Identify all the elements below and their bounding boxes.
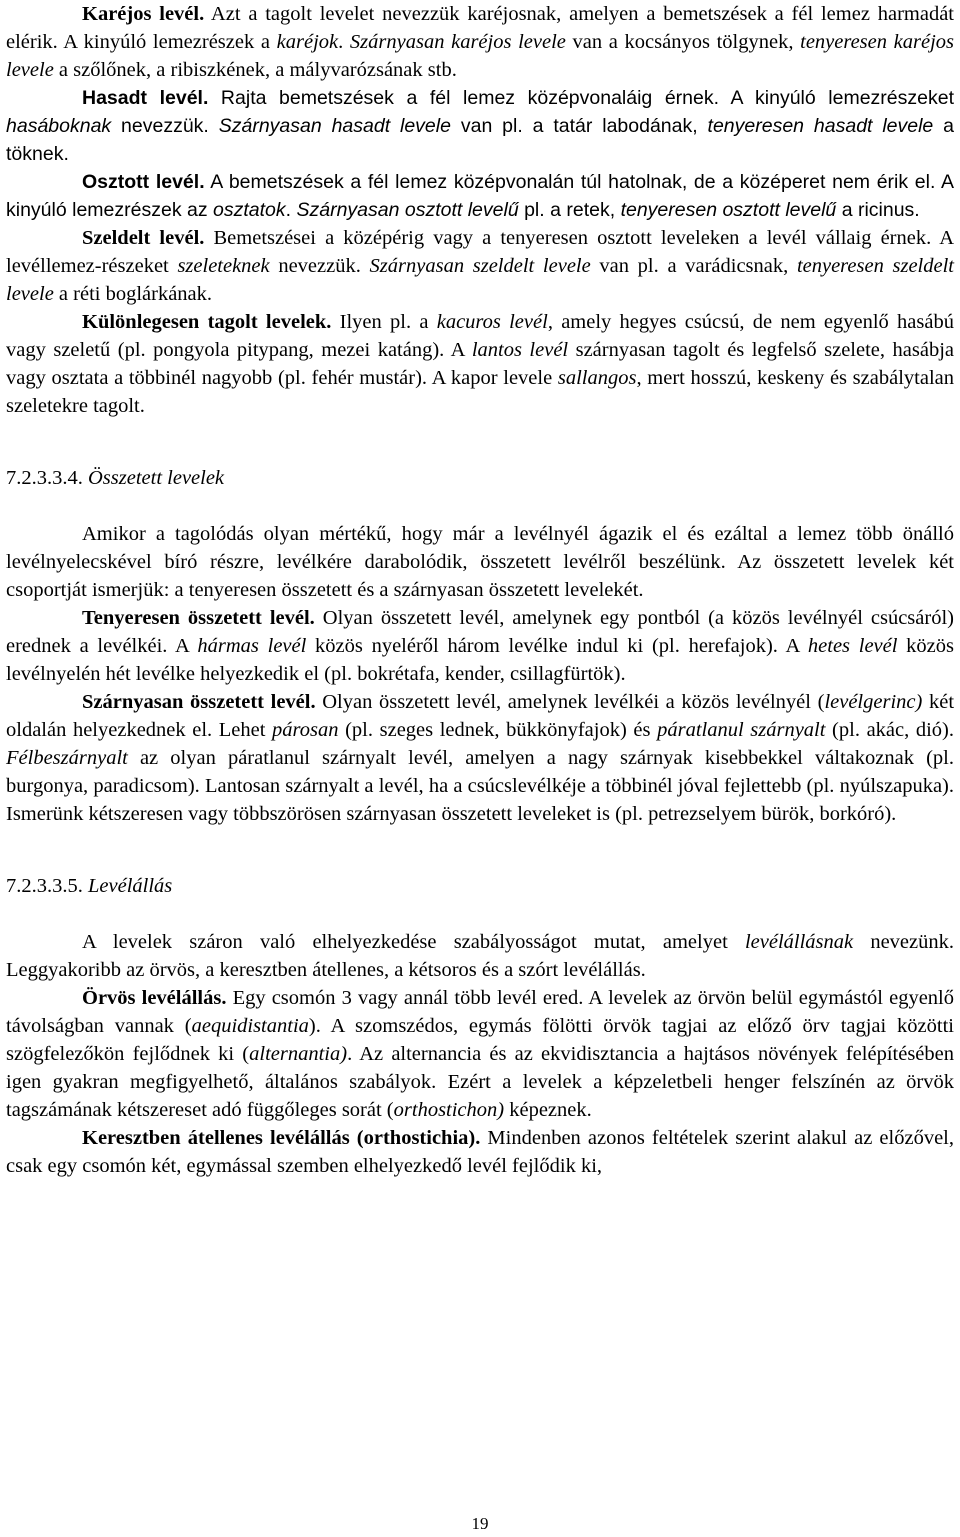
italic-term: hármas levél [197,635,307,657]
italic-term: orthostichon) [393,1099,505,1121]
text-run: Amikor a tagolódás olyan mértékű, hogy már a levélnyél ágazik el és ezáltal a lemez több önálló levélnyelecskével bíró részre, levélkére darabolódik, összetett levélről beszélünk. Az összetett levelek két csoportját ismerjük: a tenyeresen összetett és a szárnyasan összetett levelekét. [6,523,954,601]
text-run: ). A szomszédos, egymás fölötti örvök tagjai az előző örv tagjai közötti szögfelezőkön fejlődnek ki ( [6,1015,954,1065]
text-run: . Az alternancia és az ekvidisztancia a hajtásos növények felépítésében igen gyakran megfigyelhető, általános szabályok. Ezért a levelek a képzeletbeli henger felszínén az örvök tagszámának kétszereset adó függőleges sorát ( [6,1043,954,1121]
paragraph [6,0,954,84]
text-run: Mindenben azonos feltételek szerint alakul az előzővel, csak egy csomón két, egymással szemben elhelyezkedő levél fejlődik ki, [6,1127,954,1177]
italic-term: kacuros levél [436,311,548,333]
paragraph [6,1124,954,1180]
bold-term: Szeldelt levél. [82,227,205,249]
text-run: Ilyen pl. a [331,311,437,333]
text-run: . [285,199,297,221]
text-run: Olyan összetett levél, amelynek egy pontból (a közös levélnyél csúcsáról) erednek a levélkéi. A [6,607,954,657]
top-block [6,0,954,420]
paragraph [6,928,954,984]
text-run: Bemetszései a középérig vagy a tenyeresen osztott leveleken a levél vállaig érnek. A levéllemez-részeket [6,227,954,277]
italic-term: aequidistantia [191,1015,309,1037]
section1-body [6,520,954,828]
bold-term: Hasadt levél. [82,87,209,109]
italic-term: hasáboknak [6,115,112,137]
bold-term: Szárnyasan összetett levél. [82,691,316,713]
paragraph [6,520,954,604]
bold-term: Karéjos levél. [82,3,205,25]
text-run: nevezzük. [269,255,370,277]
text-run: (pl. akác, dió). [825,719,954,741]
italic-term: tenyeresen hasadt levele [707,115,934,137]
italic-term: lantos levél [471,339,569,361]
text-run: a töknek. [6,115,955,165]
page-number: 19 [471,1514,489,1533]
italic-term: párosan [272,719,339,741]
paragraph [6,688,954,828]
page-body [6,0,954,1180]
text-run: az olyan páratlanul szárnyalt levél, amelyen a nagy szárnyak kisebbekkel váltakoznak (pl. burgonya, paradicsom). Lantosan szárnyalt a levél, ha a csúcslevélkéje a többinél jóval fejlettebb (pl. nyúlszapuka). Ismerünk kétszeresen vagy többszörösen szárnyasan összetett leveleket is (pl. petrezselyem bürök, borkóró). [6,747,954,825]
text-run: , amely hegyes csúcsú, de nem egyenlő hasábú vagy szeletű (pl. pongyola pitypang, mezei katáng). A [6,311,954,361]
text-run: A bemetszések a fél lemez középvonalán túl hatolnak, de a középeret nem érik el. A kinyúló lemezrészek az [6,171,954,221]
italic-term: tenyeresen osztott levelű [620,199,837,221]
bold-term: Örvös levélállás. [82,987,227,1009]
italic-term: sallangos [557,367,637,389]
italic-term: szeleteknek [177,255,270,277]
text-run: pl. a retek, [518,199,621,221]
italic-term: Szárnyasan karéjos levele [349,31,566,53]
text-run: közös levélnyelén hét levélke helyezkedik el (pl. bokrétafa, kender, csillagfürtök). [6,635,954,685]
paragraph [6,308,954,420]
text-run: Olyan összetett levél, amelynek levélkéi a közös levélnyél ( [315,691,825,713]
text-run: Rajta bemetszések a fél lemez középvonaláig érnek. A kinyúló lemezrészeket [208,87,954,109]
text-run: nevezünk. Leggyakoribb az örvös, a keresztben átellenes, a kétsoros és a szórt levélállás. [6,931,954,981]
text-run: szárnyasan tagolt és legfelső szelete, hasábja vagy osztata a többinél nagyobb (pl. fehér mustár). A kapor levele [6,339,954,389]
text-run: a ricinus. [836,199,920,221]
italic-term: Szárnyasan hasadt levele [218,115,451,137]
italic-term: osztatok [213,199,286,221]
italic-term: tenyeresen szeldelt levele [6,255,954,305]
section-heading-compound-leaves [6,464,954,492]
section2-body [6,928,954,1180]
text-run: (pl. szeges lednek, bükkönyfajok) és [338,719,658,741]
italic-term: levélállásnak [744,931,854,953]
text-run: közös nyeléről három levélke indul ki (pl. herefajok). A [306,635,808,657]
italic-term: karéjok [276,31,339,53]
paragraph [6,168,954,224]
text-run: Egy csomón 3 vagy annál több levél ered. A levelek az örvön belül egymástól egyenlő távolságban vannak ( [6,987,954,1037]
text-run: képeznek. [504,1099,592,1121]
text-run: a réti boglárkának. [53,283,213,305]
bold-term: Keresztben átellenes levélállás (orthostichia). [82,1127,481,1149]
bold-term: Különlegesen tagolt levelek. [82,311,332,333]
text-run: nevezzük. [111,115,219,137]
text-run: van pl. a tatár labodának, [450,115,708,137]
section-heading-leaf-arrangement [6,872,954,900]
text-run: van pl. a varádicsnak, [590,255,797,277]
heading-number: 7.2.3.3.4. [6,467,83,489]
italic-term: Szárnyasan osztott levelű [296,199,519,221]
paragraph [6,224,954,308]
paragraph [6,984,954,1124]
paragraph [6,604,954,688]
italic-term: hetes levél [807,635,898,657]
text-run: A levelek száron való elhelyezkedése szabályosságot mutat, amelyet [82,931,745,953]
italic-term: alternantia) [249,1043,348,1065]
text-run: a szőlőnek, a ribiszkének, a mályvarózsának stb. [53,59,457,81]
bold-term: Tenyeresen összetett levél. [82,607,315,629]
text-run: van a kocsányos tölgynek, [565,31,801,53]
text-run: , mert hosszú, keskeny és szabálytalan szeletekre tagolt. [6,367,954,417]
paragraph [6,84,954,168]
italic-term: Félbeszárnyalt [6,747,128,769]
heading-title: Levélállás [88,875,173,897]
italic-term: páratlanul szárnyalt [657,719,826,741]
bold-term: Osztott levél. [82,171,205,193]
italic-term: levélgerinc) [824,691,923,713]
text-run: . [338,31,350,53]
text-run: Azt a tagolt levelet nevezzük karéjosnak, amelyen a bemetszések a fél lemez harmadát elérik. A kinyúló lemezrészek a [6,3,954,53]
italic-term: tenyeresen karéjos levele [6,31,955,81]
heading-number: 7.2.3.3.5. [6,875,83,897]
text-run: két oldalán helyezkednek el. Lehet [6,691,955,741]
heading-title: Összetett levelek [88,467,225,489]
italic-term: Szárnyasan szeldelt levele [369,255,591,277]
